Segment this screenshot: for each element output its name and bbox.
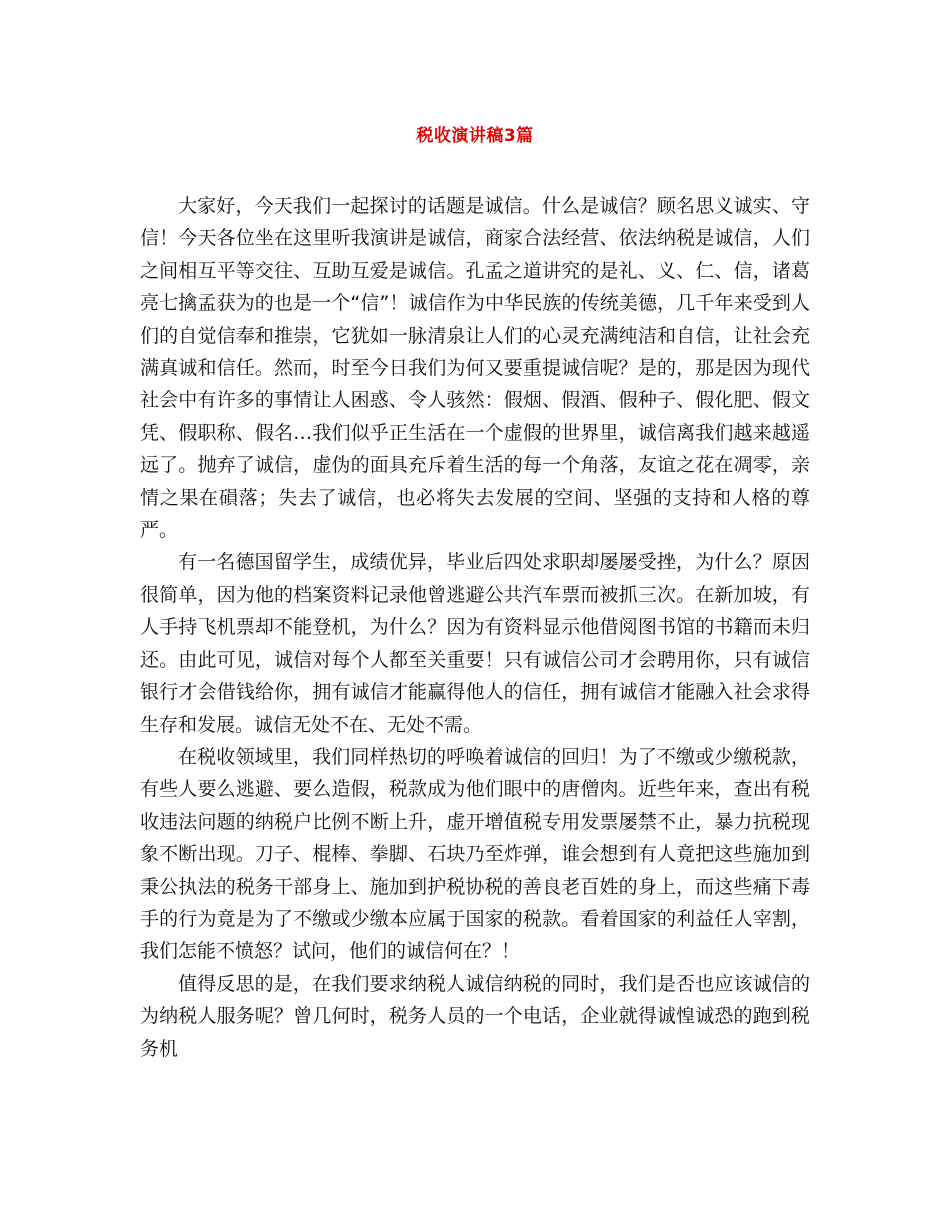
document-title: 税收演讲稿3篇 bbox=[416, 126, 534, 146]
document-body bbox=[140, 190, 810, 1065]
paragraph-1: 大家好，今天我们一起探讨的话题是诚信。什么是诚信？顾名思义诚实、守信！今天各位坐在这里听我演讲是诚信，商家合法经营、依法纳税是诚信，人们之间相互平等交往、互助互爱是诚信。孔孟之道讲究的是礼、义、仁、信，诸葛亮七擒孟获为的也是一个“信”！诚信作为中华民族的传统美德，几千年来受到人们的自觉信奉和推崇，它犹如一脉清泉让人们的心灵充满纯洁和自信，让社会充满真诚和信任。然而，时至今日我们为何又要重提诚信呢？是的，那是因为现代社会中有许多的事情让人困惑、令人骇然：假烟、假酒、假种子、假化肥、假文凭、假职称、假名…我们似乎正生活在一个虚假的世界里，诚信离我们越来越遥远了。抛弃了诚信，虚伪的面具充斥着生活的每一个角落，友谊之花在凋零，亲情之果在磒落；失去了诚信，也必将失去发展的空间、坚强的支持和人格的尊严。 bbox=[140, 195, 810, 542]
paragraph-4: 值得反思的是，在我们要求纳税人诚信纳税的同时，我们是否也应该诚信的为纳税人服务呢？曾几何时，税务人员的一个电话，企业就得诚惶诚恐的跑到税务机 bbox=[140, 972, 810, 1060]
paragraph-3: 在税收领域里，我们同样热切的呼唤着诚信的回归！为了不缴或少缴税款，有些人要么逃避、要么造假，税款成为他们眼中的唐僧肉。近些年来，查出有税收违法问题的纳税户比例不断上升，虚开增值税专用发票屡禁不止，暴力抗税现象不断出现。刀子、棍棒、拳脚、石块乃至炸弹，谁会想到有人竟把这些施加到秉公执法的税务干部身上、施加到护税协税的善良老百姓的身上，而这些痛下毒手的行为竟是为了不缴或少缴本应属于国家的税款。看着国家的利益任人宰割，我们怎能不愤怒？试问，他们的诚信何在？！ bbox=[140, 745, 810, 963]
paragraph-2: 有一名德国留学生，成绩优异，毕业后四处求职却屡屡受挫，为什么？原因很简单，因为他的档案资料记录他曾逃避公共汽车票而被抓三次。在新加坡，有人手持飞机票却不能登机，为什么？因为有资料显示他借阅图书馆的书籍而未归还。由此可见，诚信对每个人都至关重要！只有诚信公司才会聘用你，只有诚信银行才会借钱给你，拥有诚信才能赢得他人的信任，拥有诚信才能融入社会求得生存和发展。诚信无处不在、无处不需。 bbox=[140, 551, 810, 736]
